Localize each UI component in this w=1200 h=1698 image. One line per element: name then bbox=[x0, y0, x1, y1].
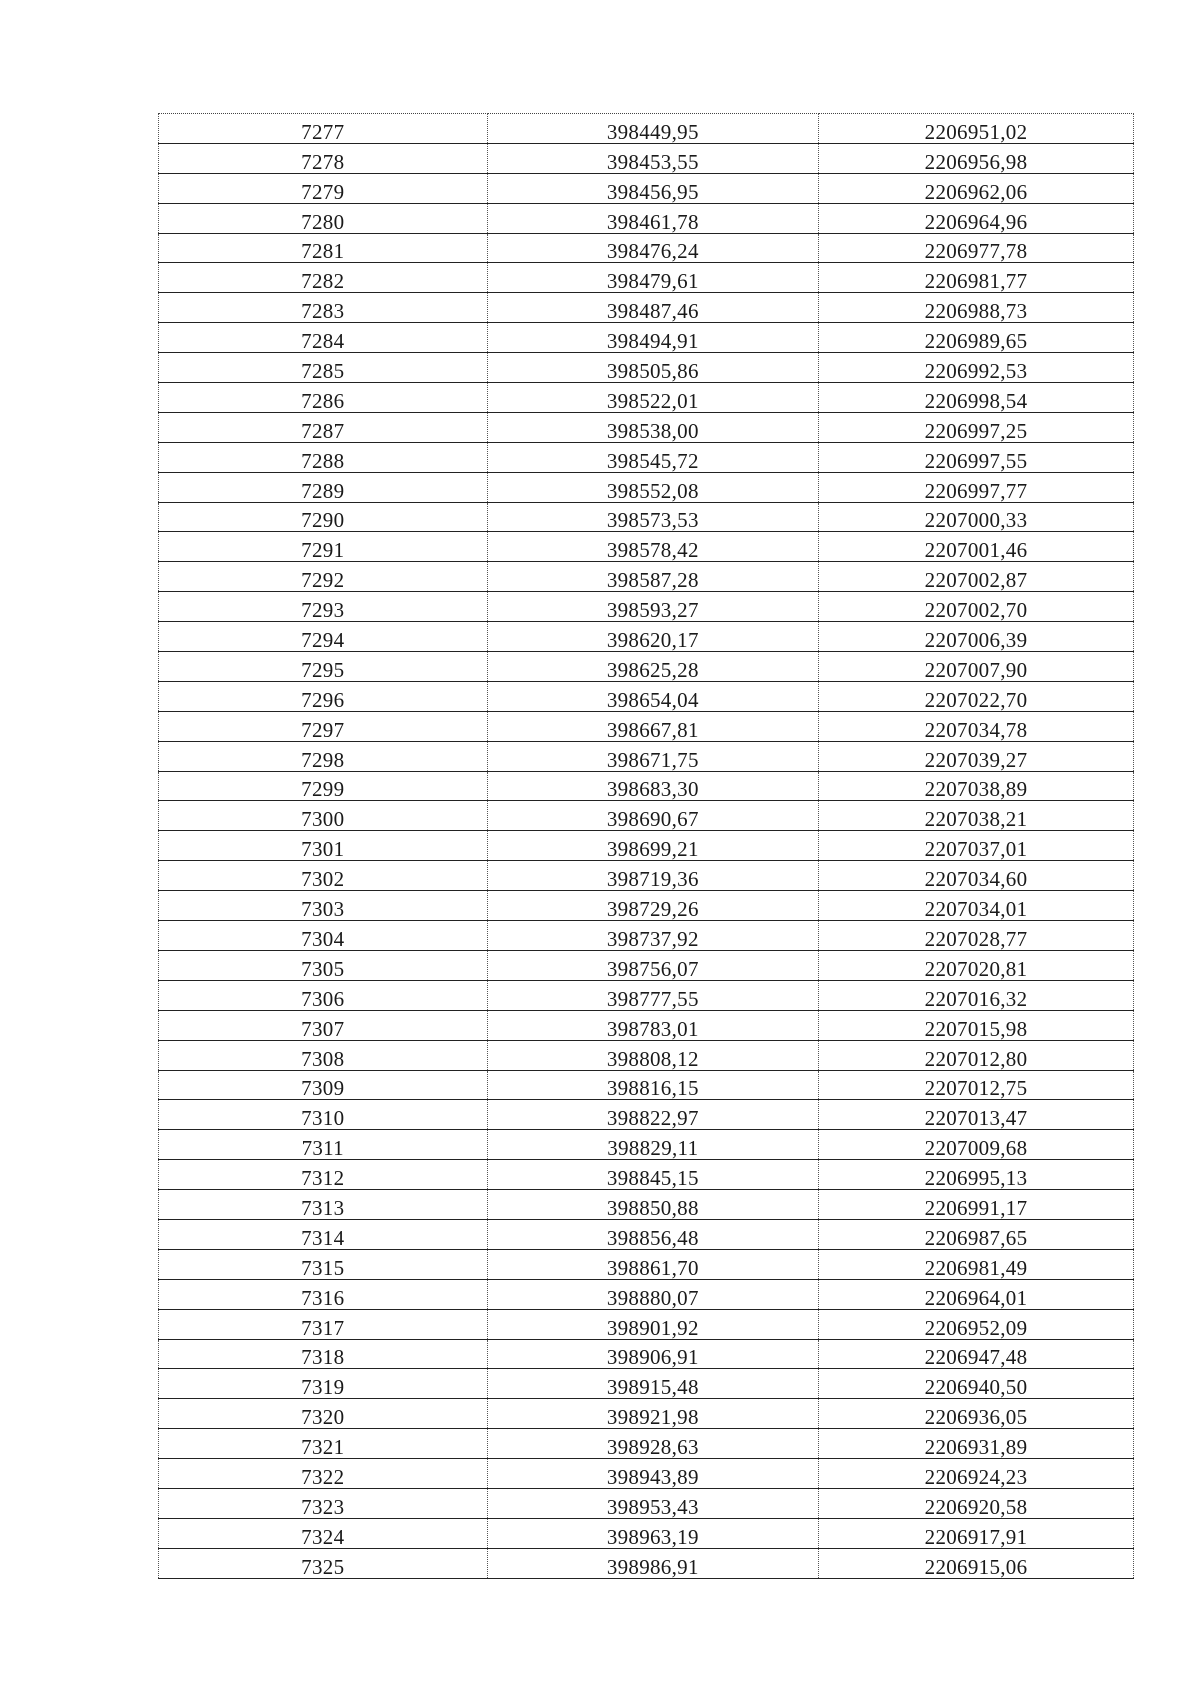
table-row bbox=[159, 1369, 1134, 1399]
x-coordinate-cell: 398667,81 bbox=[487, 711, 818, 741]
x-coordinate-cell: 398683,30 bbox=[487, 771, 818, 801]
table-row bbox=[159, 1459, 1134, 1489]
point-number-cell: 7294 bbox=[159, 622, 488, 652]
table-row bbox=[159, 1249, 1134, 1279]
x-coordinate-cell: 398620,17 bbox=[487, 622, 818, 652]
point-number-cell: 7297 bbox=[159, 711, 488, 741]
y-coordinate-cell: 2207037,01 bbox=[819, 831, 1134, 861]
point-number-cell: 7305 bbox=[159, 950, 488, 980]
x-coordinate-cell: 398880,07 bbox=[487, 1279, 818, 1309]
x-coordinate-cell: 398654,04 bbox=[487, 681, 818, 711]
point-number-cell: 7278 bbox=[159, 143, 488, 173]
x-coordinate-cell: 398906,91 bbox=[487, 1339, 818, 1369]
table-row bbox=[159, 1070, 1134, 1100]
x-coordinate-cell: 398756,07 bbox=[487, 950, 818, 980]
y-coordinate-cell: 2206997,55 bbox=[819, 442, 1134, 472]
y-coordinate-cell: 2206987,65 bbox=[819, 1219, 1134, 1249]
table-row bbox=[159, 771, 1134, 801]
y-coordinate-cell: 2206940,50 bbox=[819, 1369, 1134, 1399]
y-coordinate-cell: 2206998,54 bbox=[819, 383, 1134, 413]
point-number-cell: 7308 bbox=[159, 1040, 488, 1070]
y-coordinate-cell: 2206981,49 bbox=[819, 1249, 1134, 1279]
y-coordinate-cell: 2207013,47 bbox=[819, 1100, 1134, 1130]
y-coordinate-cell: 2206915,06 bbox=[819, 1548, 1134, 1578]
y-coordinate-cell: 2206947,48 bbox=[819, 1339, 1134, 1369]
point-number-cell: 7285 bbox=[159, 353, 488, 383]
x-coordinate-cell: 398737,92 bbox=[487, 921, 818, 951]
coordinates-table bbox=[158, 113, 1134, 1579]
x-coordinate-cell: 398578,42 bbox=[487, 532, 818, 562]
y-coordinate-cell: 2207006,39 bbox=[819, 622, 1134, 652]
x-coordinate-cell: 398479,61 bbox=[487, 263, 818, 293]
table-row bbox=[159, 1429, 1134, 1459]
table-row bbox=[159, 1309, 1134, 1339]
table-row bbox=[159, 861, 1134, 891]
table-row bbox=[159, 1518, 1134, 1548]
point-number-cell: 7306 bbox=[159, 980, 488, 1010]
point-number-cell: 7301 bbox=[159, 831, 488, 861]
y-coordinate-cell: 2206931,89 bbox=[819, 1429, 1134, 1459]
point-number-cell: 7304 bbox=[159, 921, 488, 951]
table-row bbox=[159, 831, 1134, 861]
y-coordinate-cell: 2206924,23 bbox=[819, 1459, 1134, 1489]
table-row bbox=[159, 502, 1134, 532]
point-number-cell: 7317 bbox=[159, 1309, 488, 1339]
table-row bbox=[159, 353, 1134, 383]
y-coordinate-cell: 2207016,32 bbox=[819, 980, 1134, 1010]
y-coordinate-cell: 2206962,06 bbox=[819, 173, 1134, 203]
point-number-cell: 7324 bbox=[159, 1518, 488, 1548]
x-coordinate-cell: 398777,55 bbox=[487, 980, 818, 1010]
point-number-cell: 7315 bbox=[159, 1249, 488, 1279]
table-row bbox=[159, 442, 1134, 472]
point-number-cell: 7300 bbox=[159, 801, 488, 831]
point-number-cell: 7307 bbox=[159, 1010, 488, 1040]
y-coordinate-cell: 2206952,09 bbox=[819, 1309, 1134, 1339]
point-number-cell: 7283 bbox=[159, 293, 488, 323]
x-coordinate-cell: 398856,48 bbox=[487, 1219, 818, 1249]
table-row bbox=[159, 143, 1134, 173]
point-number-cell: 7284 bbox=[159, 323, 488, 353]
table-row bbox=[159, 472, 1134, 502]
table-row bbox=[159, 532, 1134, 562]
point-number-cell: 7321 bbox=[159, 1429, 488, 1459]
y-coordinate-cell: 2206988,73 bbox=[819, 293, 1134, 323]
table-row bbox=[159, 891, 1134, 921]
point-number-cell: 7303 bbox=[159, 891, 488, 921]
point-number-cell: 7290 bbox=[159, 502, 488, 532]
x-coordinate-cell: 398690,67 bbox=[487, 801, 818, 831]
y-coordinate-cell: 2206917,91 bbox=[819, 1518, 1134, 1548]
x-coordinate-cell: 398587,28 bbox=[487, 562, 818, 592]
point-number-cell: 7277 bbox=[159, 114, 488, 144]
y-coordinate-cell: 2206951,02 bbox=[819, 114, 1134, 144]
table-row bbox=[159, 383, 1134, 413]
y-coordinate-cell: 2206964,01 bbox=[819, 1279, 1134, 1309]
table-row bbox=[159, 1010, 1134, 1040]
point-number-cell: 7287 bbox=[159, 412, 488, 442]
x-coordinate-cell: 398671,75 bbox=[487, 741, 818, 771]
x-coordinate-cell: 398699,21 bbox=[487, 831, 818, 861]
y-coordinate-cell: 2207007,90 bbox=[819, 652, 1134, 682]
y-coordinate-cell: 2207028,77 bbox=[819, 921, 1134, 951]
x-coordinate-cell: 398816,15 bbox=[487, 1070, 818, 1100]
point-number-cell: 7319 bbox=[159, 1369, 488, 1399]
point-number-cell: 7322 bbox=[159, 1459, 488, 1489]
table-row bbox=[159, 711, 1134, 741]
table-row bbox=[159, 741, 1134, 771]
x-coordinate-cell: 398449,95 bbox=[487, 114, 818, 144]
x-coordinate-cell: 398494,91 bbox=[487, 323, 818, 353]
y-coordinate-cell: 2207038,89 bbox=[819, 771, 1134, 801]
point-number-cell: 7318 bbox=[159, 1339, 488, 1369]
y-coordinate-cell: 2206977,78 bbox=[819, 233, 1134, 263]
table-row bbox=[159, 1040, 1134, 1070]
y-coordinate-cell: 2207034,60 bbox=[819, 861, 1134, 891]
point-number-cell: 7309 bbox=[159, 1070, 488, 1100]
point-number-cell: 7323 bbox=[159, 1488, 488, 1518]
table-row bbox=[159, 950, 1134, 980]
y-coordinate-cell: 2207002,87 bbox=[819, 562, 1134, 592]
x-coordinate-cell: 398943,89 bbox=[487, 1459, 818, 1489]
point-number-cell: 7299 bbox=[159, 771, 488, 801]
table-row bbox=[159, 1279, 1134, 1309]
table-row bbox=[159, 233, 1134, 263]
point-number-cell: 7279 bbox=[159, 173, 488, 203]
y-coordinate-cell: 2206997,25 bbox=[819, 412, 1134, 442]
x-coordinate-cell: 398456,95 bbox=[487, 173, 818, 203]
x-coordinate-cell: 398476,24 bbox=[487, 233, 818, 263]
point-number-cell: 7325 bbox=[159, 1548, 488, 1578]
point-number-cell: 7295 bbox=[159, 652, 488, 682]
table-row bbox=[159, 114, 1134, 144]
table-row bbox=[159, 203, 1134, 233]
y-coordinate-cell: 2207002,70 bbox=[819, 592, 1134, 622]
table-row bbox=[159, 323, 1134, 353]
x-coordinate-cell: 398522,01 bbox=[487, 383, 818, 413]
table-row bbox=[159, 1130, 1134, 1160]
table-row bbox=[159, 921, 1134, 951]
document-page bbox=[158, 113, 1134, 1579]
x-coordinate-cell: 398461,78 bbox=[487, 203, 818, 233]
x-coordinate-cell: 398552,08 bbox=[487, 472, 818, 502]
y-coordinate-cell: 2206997,77 bbox=[819, 472, 1134, 502]
y-coordinate-cell: 2207039,27 bbox=[819, 741, 1134, 771]
y-coordinate-cell: 2206964,96 bbox=[819, 203, 1134, 233]
x-coordinate-cell: 398453,55 bbox=[487, 143, 818, 173]
y-coordinate-cell: 2206981,77 bbox=[819, 263, 1134, 293]
x-coordinate-cell: 398901,92 bbox=[487, 1309, 818, 1339]
y-coordinate-cell: 2206991,17 bbox=[819, 1190, 1134, 1220]
point-number-cell: 7298 bbox=[159, 741, 488, 771]
table-row bbox=[159, 1339, 1134, 1369]
table-row bbox=[159, 1399, 1134, 1429]
y-coordinate-cell: 2207034,01 bbox=[819, 891, 1134, 921]
table-row bbox=[159, 622, 1134, 652]
y-coordinate-cell: 2206989,65 bbox=[819, 323, 1134, 353]
x-coordinate-cell: 398829,11 bbox=[487, 1130, 818, 1160]
point-number-cell: 7293 bbox=[159, 592, 488, 622]
table-row bbox=[159, 1219, 1134, 1249]
x-coordinate-cell: 398487,46 bbox=[487, 293, 818, 323]
x-coordinate-cell: 398963,19 bbox=[487, 1518, 818, 1548]
x-coordinate-cell: 398822,97 bbox=[487, 1100, 818, 1130]
x-coordinate-cell: 398593,27 bbox=[487, 592, 818, 622]
table-row bbox=[159, 412, 1134, 442]
point-number-cell: 7281 bbox=[159, 233, 488, 263]
x-coordinate-cell: 398505,86 bbox=[487, 353, 818, 383]
point-number-cell: 7311 bbox=[159, 1130, 488, 1160]
x-coordinate-cell: 398573,53 bbox=[487, 502, 818, 532]
table-row bbox=[159, 293, 1134, 323]
x-coordinate-cell: 398719,36 bbox=[487, 861, 818, 891]
y-coordinate-cell: 2207020,81 bbox=[819, 950, 1134, 980]
x-coordinate-cell: 398545,72 bbox=[487, 442, 818, 472]
point-number-cell: 7312 bbox=[159, 1160, 488, 1190]
point-number-cell: 7280 bbox=[159, 203, 488, 233]
y-coordinate-cell: 2207001,46 bbox=[819, 532, 1134, 562]
y-coordinate-cell: 2207000,33 bbox=[819, 502, 1134, 532]
table-row bbox=[159, 592, 1134, 622]
y-coordinate-cell: 2206920,58 bbox=[819, 1488, 1134, 1518]
y-coordinate-cell: 2207012,75 bbox=[819, 1070, 1134, 1100]
y-coordinate-cell: 2206995,13 bbox=[819, 1160, 1134, 1190]
x-coordinate-cell: 398921,98 bbox=[487, 1399, 818, 1429]
point-number-cell: 7286 bbox=[159, 383, 488, 413]
table-row bbox=[159, 1548, 1134, 1578]
table-row bbox=[159, 1190, 1134, 1220]
x-coordinate-cell: 398783,01 bbox=[487, 1010, 818, 1040]
table-row bbox=[159, 980, 1134, 1010]
table-row bbox=[159, 173, 1134, 203]
y-coordinate-cell: 2206992,53 bbox=[819, 353, 1134, 383]
point-number-cell: 7282 bbox=[159, 263, 488, 293]
x-coordinate-cell: 398625,28 bbox=[487, 652, 818, 682]
y-coordinate-cell: 2206936,05 bbox=[819, 1399, 1134, 1429]
y-coordinate-cell: 2207009,68 bbox=[819, 1130, 1134, 1160]
point-number-cell: 7320 bbox=[159, 1399, 488, 1429]
table-row bbox=[159, 801, 1134, 831]
point-number-cell: 7302 bbox=[159, 861, 488, 891]
table-row bbox=[159, 1100, 1134, 1130]
table-row bbox=[159, 1160, 1134, 1190]
x-coordinate-cell: 398808,12 bbox=[487, 1040, 818, 1070]
x-coordinate-cell: 398861,70 bbox=[487, 1249, 818, 1279]
table-row bbox=[159, 263, 1134, 293]
table-row bbox=[159, 562, 1134, 592]
point-number-cell: 7314 bbox=[159, 1219, 488, 1249]
point-number-cell: 7296 bbox=[159, 681, 488, 711]
y-coordinate-cell: 2207022,70 bbox=[819, 681, 1134, 711]
x-coordinate-cell: 398953,43 bbox=[487, 1488, 818, 1518]
y-coordinate-cell: 2207038,21 bbox=[819, 801, 1134, 831]
point-number-cell: 7292 bbox=[159, 562, 488, 592]
table-row bbox=[159, 1488, 1134, 1518]
point-number-cell: 7291 bbox=[159, 532, 488, 562]
x-coordinate-cell: 398538,00 bbox=[487, 412, 818, 442]
x-coordinate-cell: 398850,88 bbox=[487, 1190, 818, 1220]
x-coordinate-cell: 398928,63 bbox=[487, 1429, 818, 1459]
y-coordinate-cell: 2207012,80 bbox=[819, 1040, 1134, 1070]
y-coordinate-cell: 2207015,98 bbox=[819, 1010, 1134, 1040]
y-coordinate-cell: 2206956,98 bbox=[819, 143, 1134, 173]
point-number-cell: 7289 bbox=[159, 472, 488, 502]
table-row bbox=[159, 652, 1134, 682]
x-coordinate-cell: 398729,26 bbox=[487, 891, 818, 921]
point-number-cell: 7288 bbox=[159, 442, 488, 472]
x-coordinate-cell: 398915,48 bbox=[487, 1369, 818, 1399]
point-number-cell: 7310 bbox=[159, 1100, 488, 1130]
x-coordinate-cell: 398845,15 bbox=[487, 1160, 818, 1190]
table-row bbox=[159, 681, 1134, 711]
y-coordinate-cell: 2207034,78 bbox=[819, 711, 1134, 741]
x-coordinate-cell: 398986,91 bbox=[487, 1548, 818, 1578]
point-number-cell: 7316 bbox=[159, 1279, 488, 1309]
point-number-cell: 7313 bbox=[159, 1190, 488, 1220]
coordinates-table-body bbox=[159, 114, 1134, 1579]
